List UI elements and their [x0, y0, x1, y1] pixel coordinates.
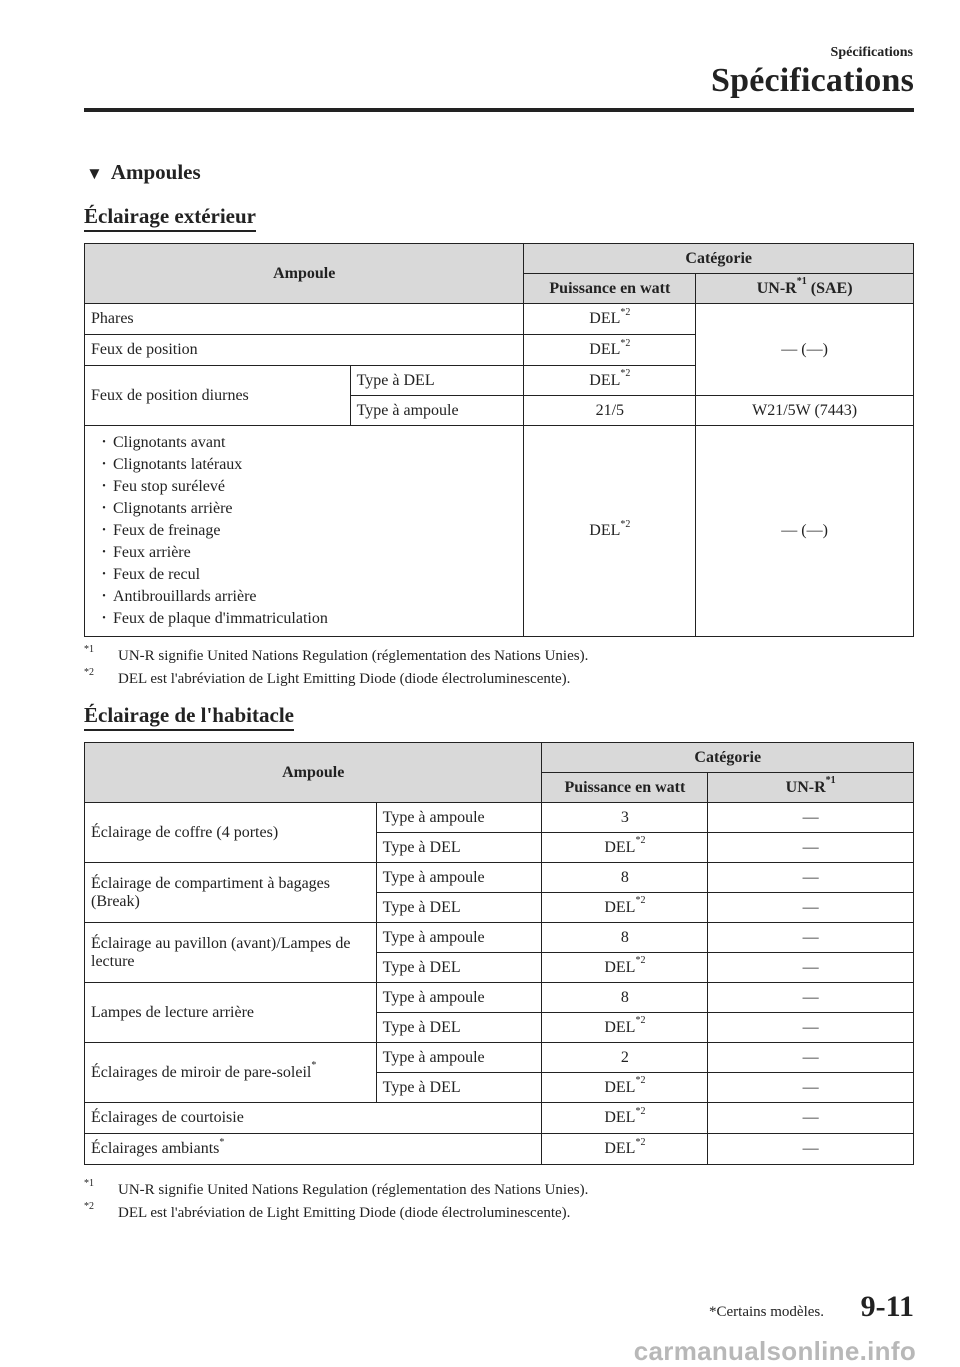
interior-table	[84, 742, 914, 1165]
cell-del: DEL$^{*2}$	[542, 1103, 708, 1134]
cell-type-ampoule: Type à ampoule	[376, 803, 542, 833]
cell-unr: —	[708, 1043, 914, 1073]
footnote: $^{*1}$ UN-R signifie United Nations Regulation (réglementation des Nations Unies).	[84, 1178, 589, 1198]
col-header-ampoule: Ampoule	[85, 244, 524, 304]
cell-del: DEL$^{*2}$	[542, 1073, 708, 1103]
cell-type-del: Type à DEL	[376, 953, 542, 983]
col-header-unr: $UN-R^{*1}$	[708, 773, 914, 803]
cell-unr: —	[708, 803, 914, 833]
row-bagages: Éclairage de compartiment à bagages (Break)	[85, 863, 377, 923]
cell-type-ampoule: Type à ampoule	[376, 863, 542, 893]
col-header-unr: $UN-R^{*1}$ (SAE)	[696, 274, 914, 304]
header-title: Spécifications	[710, 62, 914, 99]
row-phares: Phares	[85, 304, 524, 335]
list-item: • Clignotants arrière	[95, 498, 517, 520]
list-item: • Clignotants avant	[95, 432, 517, 454]
triangle-down-icon: ▼	[86, 164, 103, 183]
cell-type-ampoule: Type à ampoule	[350, 396, 524, 426]
row-miroir: Éclairages de miroir de pare-soleil*	[85, 1043, 377, 1103]
row-coffre: Éclairage de coffre (4 portes)	[85, 803, 377, 863]
list-item: • Clignotants latéraux	[95, 454, 517, 476]
cell-del: DEL$^{*2}$	[542, 1013, 708, 1043]
list-item: • Feux de recul	[95, 564, 517, 586]
bulb-list-cell	[85, 426, 524, 637]
col-header-puissance: Puissance en watt	[524, 274, 696, 304]
cell-del: DEL$^{*2}$	[542, 833, 708, 863]
list-item: • Feux arrière	[95, 542, 517, 564]
cell-type-ampoule: Type à ampoule	[376, 923, 542, 953]
header-rule	[84, 108, 914, 112]
row-pavillon: Éclairage au pavillon (avant)/Lampes de lecture	[85, 923, 377, 983]
exterior-table	[84, 243, 914, 637]
col-header-puissance: Puissance en watt	[542, 773, 708, 803]
cell-unr: —	[708, 983, 914, 1013]
footnote: $^{*1}$ UN-R signifie United Nations Regulation (réglementation des Nations Unies).	[84, 644, 589, 664]
cell-watt: 8	[542, 983, 708, 1013]
cell-type-del: Type à DEL	[376, 833, 542, 863]
row-position: Feux de position	[85, 335, 524, 366]
cell-type-del: Type à DEL	[376, 893, 542, 923]
cell-unr: —	[708, 893, 914, 923]
watermark: carmanualsonline.info	[633, 1336, 916, 1366]
cell-watt: 3	[542, 803, 708, 833]
cell-del: DEL$^{*2}$	[542, 1134, 708, 1165]
cell-type-del: Type à DEL	[376, 1073, 542, 1103]
cell-del: DEL$^{*2}$	[524, 304, 696, 335]
cell-type-del: Type à DEL	[350, 366, 524, 396]
section-title	[86, 160, 201, 185]
footer-note: *Certains modèles.	[709, 1304, 824, 1320]
cell-unr: —	[708, 923, 914, 953]
cell-del: DEL$^{*2}$	[542, 953, 708, 983]
row-courtoisie: Éclairages de courtoisie	[85, 1103, 542, 1134]
cell-del: DEL$^{*2}$	[524, 366, 696, 396]
header-small: Spécifications	[830, 45, 913, 60]
cell-watt: 2	[542, 1043, 708, 1073]
cell-type-ampoule: Type à ampoule	[376, 1043, 542, 1073]
row-ambiants: Éclairages ambiants*	[85, 1134, 542, 1165]
row-lecture-arriere: Lampes de lecture arrière	[85, 983, 377, 1043]
section-title-text: Ampoules	[110, 160, 201, 184]
exterior-footnotes	[84, 645, 588, 691]
cell-unr: —	[708, 1103, 914, 1134]
interior-footnotes	[84, 1179, 588, 1225]
cell-unr-dash: — (—)	[696, 426, 914, 637]
cell-unr: —	[708, 1073, 914, 1103]
cell-unr: —	[708, 1134, 914, 1165]
cell-type-del: Type à DEL	[376, 1013, 542, 1043]
cell-type-ampoule: Type à ampoule	[376, 983, 542, 1013]
cell-unr: —	[708, 953, 914, 983]
col-header-categorie: Catégorie	[524, 244, 914, 274]
list-item: • Antibrouillards arrière	[95, 586, 517, 608]
cell-del: DEL$^{*2}$	[524, 335, 696, 366]
list-item: • Feux de plaque d'immatriculation	[95, 608, 517, 630]
footnote: $^{*2}$ DEL est l'abréviation de Light Emitting Diode (diode électroluminescente).	[84, 667, 571, 687]
cell-unr: —	[708, 833, 914, 863]
cell-unr-dash: — (—)	[696, 304, 914, 396]
cell-watt: 8	[542, 923, 708, 953]
cell-del: DEL$^{*2}$	[542, 893, 708, 923]
cell-watt: 8	[542, 863, 708, 893]
page-number: 9-11	[860, 1290, 914, 1323]
list-item: • Feu stop surélevé	[95, 476, 517, 498]
footnote: $^{*2}$ DEL est l'abréviation de Light Emitting Diode (diode électroluminescente).	[84, 1201, 571, 1221]
cell-unr: —	[708, 863, 914, 893]
cell-watt: 21/5	[524, 396, 696, 426]
col-header-ampoule: Ampoule	[85, 743, 542, 803]
list-item: • Feux de freinage	[95, 520, 517, 542]
row-diurnes: Feux de position diurnes	[85, 366, 351, 426]
cell-unr: W21/5W (7443)	[696, 396, 914, 426]
bulb-list	[91, 426, 517, 636]
exterior-title: Éclairage extérieur	[84, 204, 256, 232]
cell-del: DEL$^{*2}$	[524, 426, 696, 637]
cell-unr: —	[708, 1013, 914, 1043]
interior-title: Éclairage de l'habitacle	[84, 703, 294, 731]
col-header-categorie: Catégorie	[542, 743, 914, 773]
